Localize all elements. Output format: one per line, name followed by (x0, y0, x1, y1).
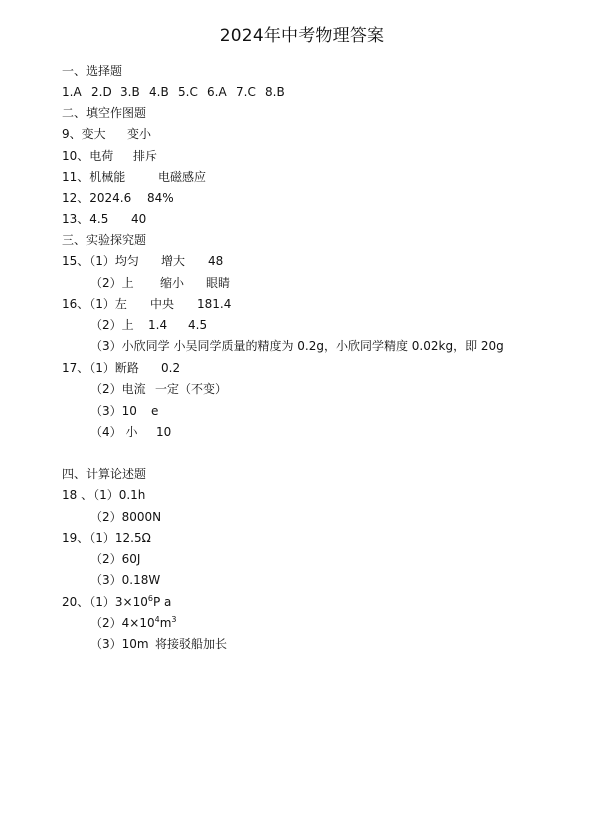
unit-exponent: 3 (171, 615, 177, 624)
exponent: 4 (154, 615, 160, 624)
answer-text (62, 593, 171, 611)
answer-text: 11、机械能 (62, 170, 126, 184)
answer-text: 中央 (150, 297, 175, 311)
choice-answer: 2.D (91, 85, 112, 99)
section-heading-text: 二、填空作图题 (62, 106, 147, 120)
exponent: 6 (147, 594, 153, 603)
choice-answer: 7.C (236, 85, 256, 99)
choice-answer: 3.B (120, 85, 140, 99)
answer-text: （3）10 (90, 404, 137, 418)
answer-text: 10 (156, 425, 172, 439)
choice-answer: 8.B (265, 85, 285, 99)
answer-text: 18 、（1）0.1h (62, 488, 146, 502)
section-heading-text: 一、选择题 (62, 64, 123, 78)
answer-text: 40 (131, 212, 147, 226)
answer-text: 181.4 (197, 297, 232, 311)
answer-text: 13、4.5 (62, 212, 109, 226)
answer-text: 排斥 (133, 149, 158, 163)
unit-text: m (159, 616, 172, 630)
answer-text: （4） 小 (90, 425, 138, 439)
choice-answer: 4.B (149, 85, 169, 99)
answer-text: （2）上 (90, 318, 134, 332)
answer-text: 变小 (127, 127, 152, 141)
unit-text: P a (152, 595, 172, 609)
answer-text: 15、（1）均匀 (62, 254, 139, 268)
answer-text: 将接驳船加长 (155, 637, 228, 651)
answer-text-prefix: 20、（1）3×10 (62, 595, 148, 609)
answer-text: 84% (147, 191, 174, 205)
choice-answer: 1.A (62, 85, 82, 99)
answer-text: 缩小 (160, 276, 185, 290)
answer-text: 一定（不变） (155, 382, 228, 396)
answer-text-prefix: （2）4×10 (90, 616, 155, 630)
answer-text: （3）0.18W (90, 573, 161, 587)
answer-text: （2）60J (90, 552, 141, 566)
section-heading-text: 三、实验探究题 (62, 233, 147, 247)
answer-text: 16、（1）左 (62, 297, 127, 311)
answer-text: 0.2 (161, 361, 181, 375)
answer-text: （2）电流 (90, 382, 146, 396)
choice-answer: 6.A (207, 85, 227, 99)
choice-answer: 5.C (178, 85, 198, 99)
answer-text: 19、（1）12.5Ω (62, 531, 151, 545)
answer-text: 电磁感应 (158, 170, 207, 184)
answer-text: 1.4 (148, 318, 168, 332)
answer-text: e (151, 404, 159, 418)
answer-text: 增大 (161, 254, 186, 268)
answer-text: 4.5 (188, 318, 208, 332)
page-title: 2024年中考物理答案 (219, 26, 385, 46)
answer-text: （2）8000N (90, 510, 162, 524)
answer-text: 9、变大 (62, 127, 106, 141)
answer-text: 12、2024.6 (62, 191, 132, 205)
answer-text: （3）小欣同学 小吴同学质量的精度为 0.2g，小欣同学精度 0.02kg，即 20g (90, 339, 504, 353)
answer-text: 10、电荷 (62, 149, 114, 163)
answer-text: （3）10m (90, 637, 149, 651)
section-heading-text: 四、计算论述题 (62, 467, 147, 481)
answer-text: 17、（1）断路 (62, 361, 139, 375)
answer-text (90, 614, 177, 632)
answer-text: 48 (208, 254, 224, 268)
answer-text: （2）上 (90, 276, 134, 290)
answer-text: 眼睛 (206, 276, 231, 290)
